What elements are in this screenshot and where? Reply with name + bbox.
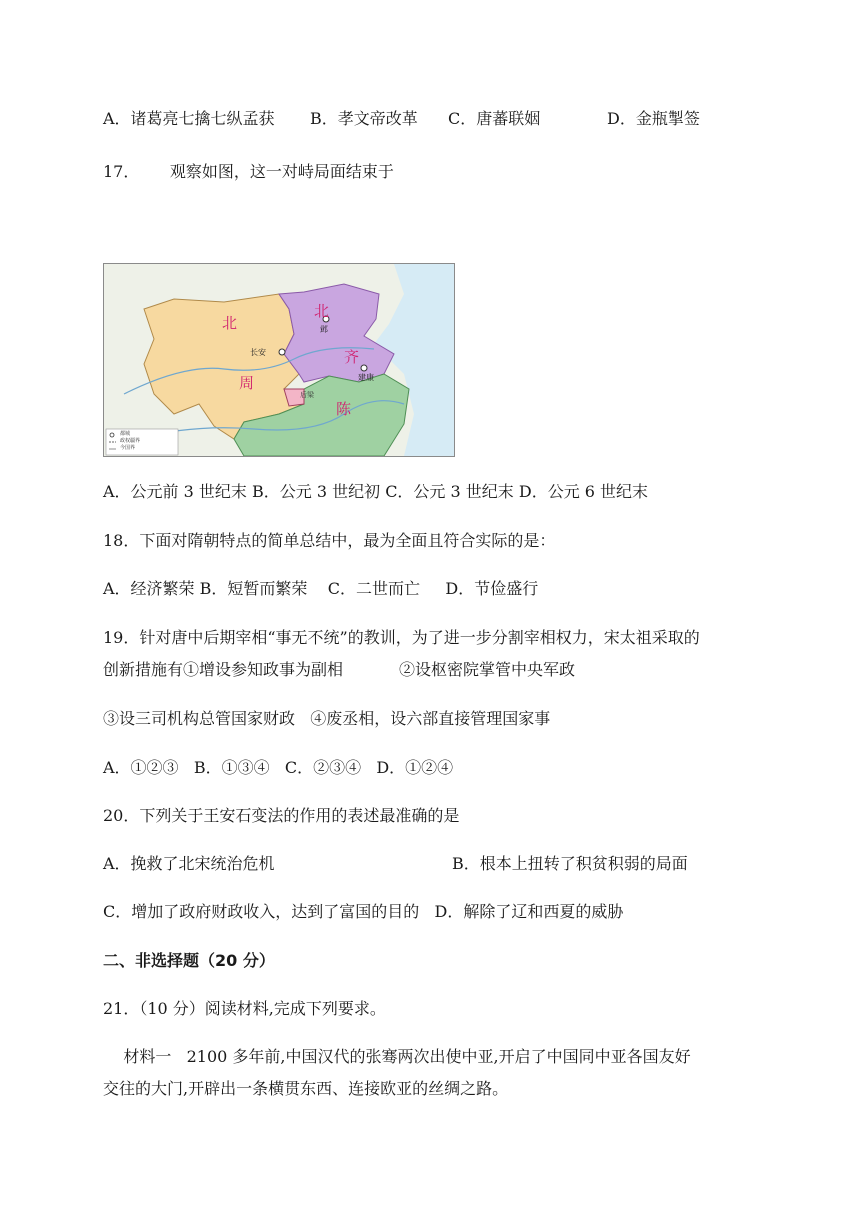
section2-heading: 二、非选择题（20 分） xyxy=(103,951,275,970)
map-legend-box xyxy=(106,429,178,455)
map-label-changan: 长安 xyxy=(250,348,266,357)
q20-option-b: B．根本上扭转了积贫积弱的局面 xyxy=(452,854,688,873)
map-svg xyxy=(104,264,454,456)
map-label-north-zhou-1: 北 xyxy=(222,314,238,332)
q16-option-a: A．诸葛亮七擒七纵孟获 xyxy=(103,109,275,128)
map-legend-border: 今国界 xyxy=(120,445,136,451)
map-city-changan-marker xyxy=(279,349,285,355)
q19-stem-line2: 创新措施有①增设参知政事为副相 ②设枢密院掌管中央军政 xyxy=(103,660,575,679)
map-label-north-zhou-2: 周 xyxy=(239,374,255,392)
q21-stem: 21．（10 分）阅读材料,完成下列要求。 xyxy=(103,999,386,1018)
q16-option-c: C．唐蕃联姻 xyxy=(448,109,541,128)
map-label-jiankang: 建康 xyxy=(358,373,374,382)
map-legend-capital-marker xyxy=(110,433,114,437)
q16-option-b: B．孝文帝改革 xyxy=(310,109,418,128)
q20-option-a: A．挽救了北宋统治危机 xyxy=(103,854,275,873)
map-city-jiankang-marker xyxy=(361,365,367,371)
map-label-north-qi-1: 北 xyxy=(314,302,330,320)
map-label-chen: 陈 xyxy=(336,400,352,418)
map-legend-capital: 都城 xyxy=(120,431,131,437)
q18-stem: 18．下面对隋朝特点的简单总结中，最为全面且符合实际的是： xyxy=(103,531,556,550)
q19-stem-line1: 19．针对唐中后期宰相“事无不统”的教训，为了进一步分割宰相权力，宋太祖采取的 xyxy=(103,628,700,647)
q20-option-cd: C．增加了政府财政收入，达到了富国的目的 D．解除了辽和西夏的威胁 xyxy=(103,902,624,921)
q21-material-line1: 材料一 2100 多年前,中国汉代的张骞两次出使中亚,开启了中国同中亚各国友好 xyxy=(103,1047,691,1066)
q16-option-d: D．金瓶掣签 xyxy=(607,109,700,128)
map-legend-boundary: 政权疆界 xyxy=(120,438,141,444)
map-label-north-qi-2: 齐 xyxy=(344,348,360,366)
q19-stem-line3: ③设三司机构总管国家财政 ④废丞相，设六部直接管理国家事 xyxy=(103,709,551,728)
q17-map xyxy=(103,263,455,457)
q20-stem: 20．下列关于王安石变法的作用的表述最准确的是 xyxy=(103,806,460,825)
map-label-ye: 邺 xyxy=(320,325,328,334)
q19-options: A．①②③ B．①③④ C．②③④ D．①②④ xyxy=(103,758,454,777)
map-label-later-liang: 后梁 xyxy=(300,391,314,399)
q17-stem: 17． 观察如图，这一对峙局面结束于 xyxy=(103,162,394,181)
q21-material-line2: 交往的大门,开辟出一条横贯东西、连接欧亚的丝绸之路。 xyxy=(103,1079,509,1098)
q18-options: A．经济繁荣 B．短暂而繁荣 C．二世而亡 D．节俭盛行 xyxy=(103,579,539,598)
q17-options: A．公元前 3 世纪末 B．公元 3 世纪初 C．公元 3 世纪末 D．公元 6 世纪末 xyxy=(103,482,649,501)
